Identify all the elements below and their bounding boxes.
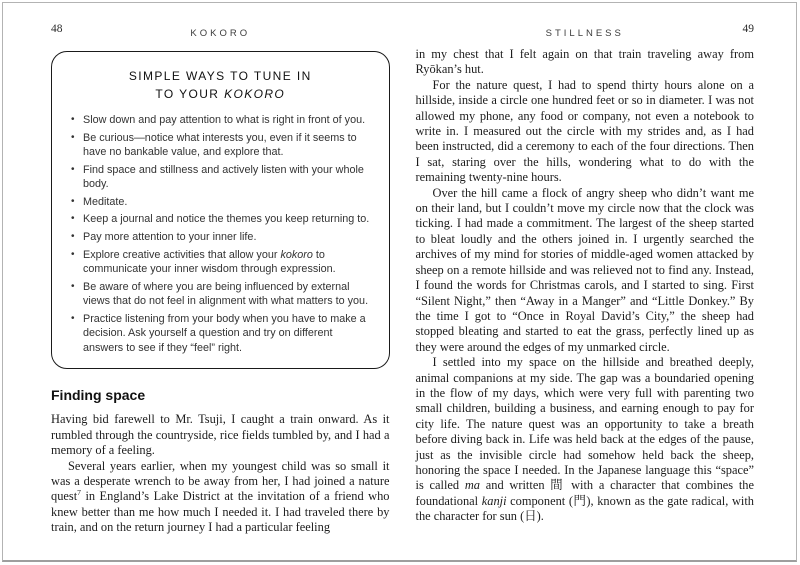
paragraph: in my chest that I felt again on that train traveling away from Ryōkan’s hut. [415,47,754,77]
bullet-item: • Slow down and pay attention to what is right in front of you. [70,113,371,128]
right-page-header [416,23,755,39]
book-page-scan [2,2,797,562]
bullet-item: • Be curious—notice what interests you, even if it seems to have no bankable value, and explore that. [70,131,371,160]
tune-in-bullet-list [70,113,371,355]
bullet-item: • Explore creative activities that allow your kokoro to communicate your inner wisdom through expression. [70,248,371,277]
book-spread [3,3,796,560]
bullet-item: • Be aware of where you are being influenced by external views that do not feel in alignment with what matters to you. [70,280,371,309]
running-head-right: STILLNESS [545,28,624,39]
paragraph: For the nature quest, I had to spend thirty hours alone on a hillside, inside a circle one hundred feet or so in diameter. I was not allowed my phone, any food or company, not even a notebook to write in. I measured out the circle with my strides and, as I had been instructed, did a ceremony to each of the four directions. Then I sat, staring over the hills, wondering what to do with the remaining twenty-nine hours. [415,77,754,185]
paragraph: I settled into my space on the hillside and breathed deeply, animal companions at my side. The gap was a boundaried opening in the flow of my days, which were very full with parenting two small children, building a business, and earning enough to pay for city life. The nature quest was an opportunity to take a breath before diving back in. Life was held back at the edges of the pause, just as the invisible circle had somehow held back the sheep, honoring the space I needed. In the Japanese language this “space” is called ma and written 間 with a character that combines the foundational kanji component (門), known as the gate radical, with the character for sun (日). [415,355,754,524]
page-number-right: 49 [742,23,754,35]
bullet-item: • Keep a journal and notice the themes you keep returning to. [70,212,371,227]
running-head-left: KOKORO [190,28,251,39]
bullet-item: • Find space and stillness and actively listen with your whole body. [70,163,371,192]
section-heading: Finding space [51,387,146,404]
paragraph: Having bid farewell to Mr. Tsuji, I caught a train onward. As it rumbled through the countryside, rice fields tumbled by, and I had a memory of a feeling. [51,412,390,458]
bullet-item: • Meditate. [70,195,371,210]
paragraph: Several years earlier, when my youngest child was so small it was a desperate wrench to be away from her, I had joined a nature quest$^7$ in England’s Lake District at the invitation of a friend who knew better than me how much I needed it. I had traveled there by train, and on the return journey I had a particular feeling [51,458,390,535]
left-page [3,23,400,560]
paragraph: Over the hill came a flock of angry sheep who didn’t want me on their land, but I couldn’t move my circle now that the clock was ticking. I had made a commitment. The largest of the sheep started to bleat loudly and the others joined in. I urgently searched the archives of my mind for stories of middle-aged women attacked by sheep on a remote hillside and was relieved not to find any. Instead, I found the words for Christmas carols, and I started to sing. First “Silent Night,” then “Away in a Manger” and “Little Donkey.” By the time I got to “Once in Royal David’s City,” the sheep had stopped bleating and started to eat the grass, perfectly lined up as they were around the edges of my unmarked circle. [415,185,754,354]
bullet-item: • Pay more attention to your inner life. [70,230,371,245]
right-page-body [416,47,755,525]
left-page-header [51,23,390,39]
tune-in-box [51,51,390,369]
page-number-left: 48 [51,23,63,35]
tune-in-box-title: SIMPLE WAYS TO TUNE IN TO YOUR KOKORO [128,69,312,101]
bullet-item: • Practice listening from your body when you have to make a decision. Ask yourself a question and try on different answers to see if they “feel” right. [70,312,371,356]
left-page-body [51,412,390,535]
right-page [400,23,797,560]
